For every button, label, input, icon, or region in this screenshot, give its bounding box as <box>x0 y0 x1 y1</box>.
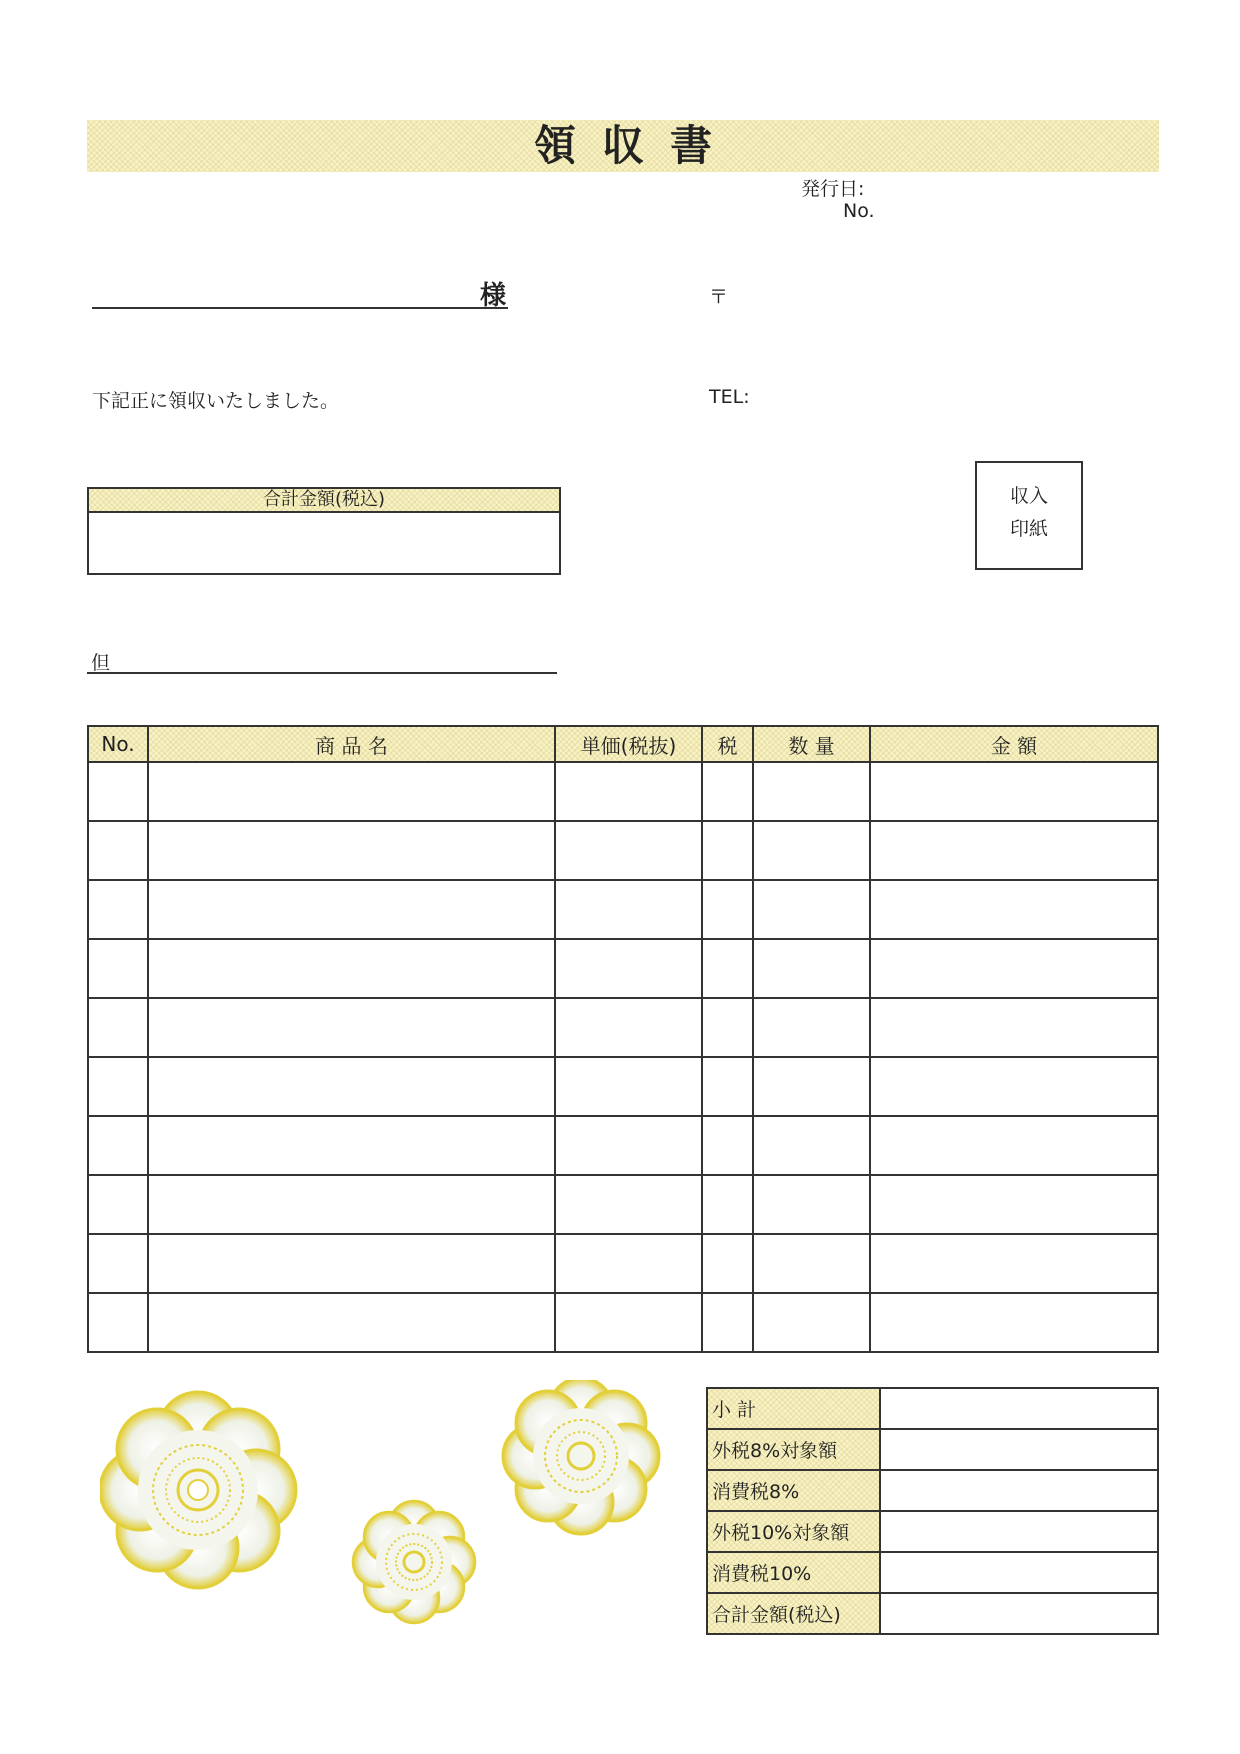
proviso-line <box>87 648 557 674</box>
total-amount-label: 合計金額(税込) <box>89 489 559 513</box>
cell-amount[interactable] <box>870 880 1158 939</box>
cell-product[interactable] <box>148 821 555 880</box>
cell-tax[interactable] <box>702 821 753 880</box>
title-band <box>87 120 1159 172</box>
header-amount: 金 額 <box>870 726 1158 762</box>
summary-table <box>706 1387 1159 1635</box>
cell-product[interactable] <box>148 1057 555 1116</box>
summary-subtotal-value[interactable] <box>880 1388 1158 1429</box>
table-row <box>88 998 1158 1057</box>
summary-taxable-8-value[interactable] <box>880 1429 1158 1470</box>
summary-tax-8-value[interactable] <box>880 1470 1158 1511</box>
cell-unit-price[interactable] <box>555 880 702 939</box>
cell-no[interactable] <box>88 821 148 880</box>
total-amount-box <box>87 487 561 575</box>
recipient-suffix: 様 <box>479 281 506 311</box>
cell-product[interactable] <box>148 1175 555 1234</box>
summary-subtotal-label: 小 計 <box>707 1388 880 1429</box>
summary-row <box>707 1429 1158 1470</box>
table-row <box>88 1116 1158 1175</box>
stamp-line-1: 収入 <box>1009 485 1048 507</box>
summary-total-label: 合計金額(税込) <box>707 1593 880 1634</box>
cell-unit-price[interactable] <box>555 1057 702 1116</box>
cell-quantity[interactable] <box>753 1293 870 1352</box>
cell-tax[interactable] <box>702 998 753 1057</box>
summary-tax-10-label: 消費税10% <box>707 1552 880 1593</box>
cell-tax[interactable] <box>702 1057 753 1116</box>
header-product-name: 商 品 名 <box>148 726 555 762</box>
cell-quantity[interactable] <box>753 939 870 998</box>
flower-medium-icon <box>503 1380 659 1534</box>
cell-tax[interactable] <box>702 1234 753 1293</box>
cell-tax[interactable] <box>702 939 753 998</box>
summary-row <box>707 1593 1158 1634</box>
cell-quantity[interactable] <box>753 1234 870 1293</box>
cell-unit-price[interactable] <box>555 998 702 1057</box>
header-tax: 税 <box>702 726 753 762</box>
summary-tax-10-value[interactable] <box>880 1552 1158 1593</box>
cell-quantity[interactable] <box>753 880 870 939</box>
cell-tax[interactable] <box>702 762 753 821</box>
cell-product[interactable] <box>148 762 555 821</box>
revenue-stamp-box <box>975 461 1083 570</box>
cell-amount[interactable] <box>870 762 1158 821</box>
cell-amount[interactable] <box>870 1234 1158 1293</box>
table-row <box>88 1293 1158 1352</box>
decorative-flowers <box>100 1380 680 1640</box>
cell-amount[interactable] <box>870 1057 1158 1116</box>
flower-small-icon <box>353 1501 475 1623</box>
cell-unit-price[interactable] <box>555 821 702 880</box>
stamp-line-2: 印紙 <box>1009 518 1048 540</box>
cell-amount[interactable] <box>870 1175 1158 1234</box>
issue-date-label: 発行日: <box>801 178 865 200</box>
summary-total-value[interactable] <box>880 1593 1158 1634</box>
receipt-number-label: No. <box>843 200 875 222</box>
table-row <box>88 821 1158 880</box>
header-no: No. <box>88 726 148 762</box>
table-row <box>88 939 1158 998</box>
flower-large-icon <box>100 1392 296 1588</box>
summary-tax-8-label: 消費税8% <box>707 1470 880 1511</box>
table-row <box>88 762 1158 821</box>
summary-taxable-10-value[interactable] <box>880 1511 1158 1552</box>
page-title: 領収書 <box>533 121 738 170</box>
items-header-row <box>88 726 1158 762</box>
cell-unit-price[interactable] <box>555 939 702 998</box>
cell-product[interactable] <box>148 1293 555 1352</box>
cell-amount[interactable] <box>870 821 1158 880</box>
header-unit-price: 単価(税抜) <box>555 726 702 762</box>
cell-product[interactable] <box>148 1116 555 1175</box>
cell-quantity[interactable] <box>753 762 870 821</box>
table-row <box>88 880 1158 939</box>
cell-no[interactable] <box>88 880 148 939</box>
cell-no[interactable] <box>88 1116 148 1175</box>
cell-no[interactable] <box>88 939 148 998</box>
tel-label: TEL: <box>709 386 750 408</box>
cell-no[interactable] <box>88 762 148 821</box>
cell-tax[interactable] <box>702 1293 753 1352</box>
cell-no[interactable] <box>88 1057 148 1116</box>
header-quantity: 数 量 <box>753 726 870 762</box>
items-body <box>88 762 1158 1352</box>
table-row <box>88 1057 1158 1116</box>
cell-tax[interactable] <box>702 880 753 939</box>
cell-product[interactable] <box>148 939 555 998</box>
received-text: 下記正に領収いたしました。 <box>92 390 340 412</box>
cell-unit-price[interactable] <box>555 1175 702 1234</box>
cell-no[interactable] <box>88 998 148 1057</box>
table-row <box>88 1234 1158 1293</box>
cell-no[interactable] <box>88 1293 148 1352</box>
summary-taxable-8-label: 外税8%対象額 <box>707 1429 880 1470</box>
cell-quantity[interactable] <box>753 1057 870 1116</box>
table-row <box>88 1175 1158 1234</box>
proviso-label: 但 <box>91 652 111 674</box>
cell-tax[interactable] <box>702 1175 753 1234</box>
cell-amount[interactable] <box>870 1293 1158 1352</box>
summary-row <box>707 1388 1158 1429</box>
cell-product[interactable] <box>148 1234 555 1293</box>
postal-mark: 〒 <box>709 286 729 308</box>
recipient-line <box>92 279 508 309</box>
cell-quantity[interactable] <box>753 998 870 1057</box>
cell-quantity[interactable] <box>753 1175 870 1234</box>
cell-unit-price[interactable] <box>555 1293 702 1352</box>
cell-product[interactable] <box>148 880 555 939</box>
cell-no[interactable] <box>88 1175 148 1234</box>
summary-row <box>707 1552 1158 1593</box>
cell-amount[interactable] <box>870 998 1158 1057</box>
cell-unit-price[interactable] <box>555 1234 702 1293</box>
cell-unit-price[interactable] <box>555 762 702 821</box>
cell-quantity[interactable] <box>753 821 870 880</box>
cell-amount[interactable] <box>870 939 1158 998</box>
cell-tax[interactable] <box>702 1116 753 1175</box>
items-table <box>87 725 1159 1353</box>
cell-quantity[interactable] <box>753 1116 870 1175</box>
summary-row <box>707 1511 1158 1552</box>
cell-product[interactable] <box>148 998 555 1057</box>
summary-row <box>707 1470 1158 1511</box>
cell-no[interactable] <box>88 1234 148 1293</box>
cell-amount[interactable] <box>870 1116 1158 1175</box>
summary-taxable-10-label: 外税10%対象額 <box>707 1511 880 1552</box>
cell-unit-price[interactable] <box>555 1116 702 1175</box>
